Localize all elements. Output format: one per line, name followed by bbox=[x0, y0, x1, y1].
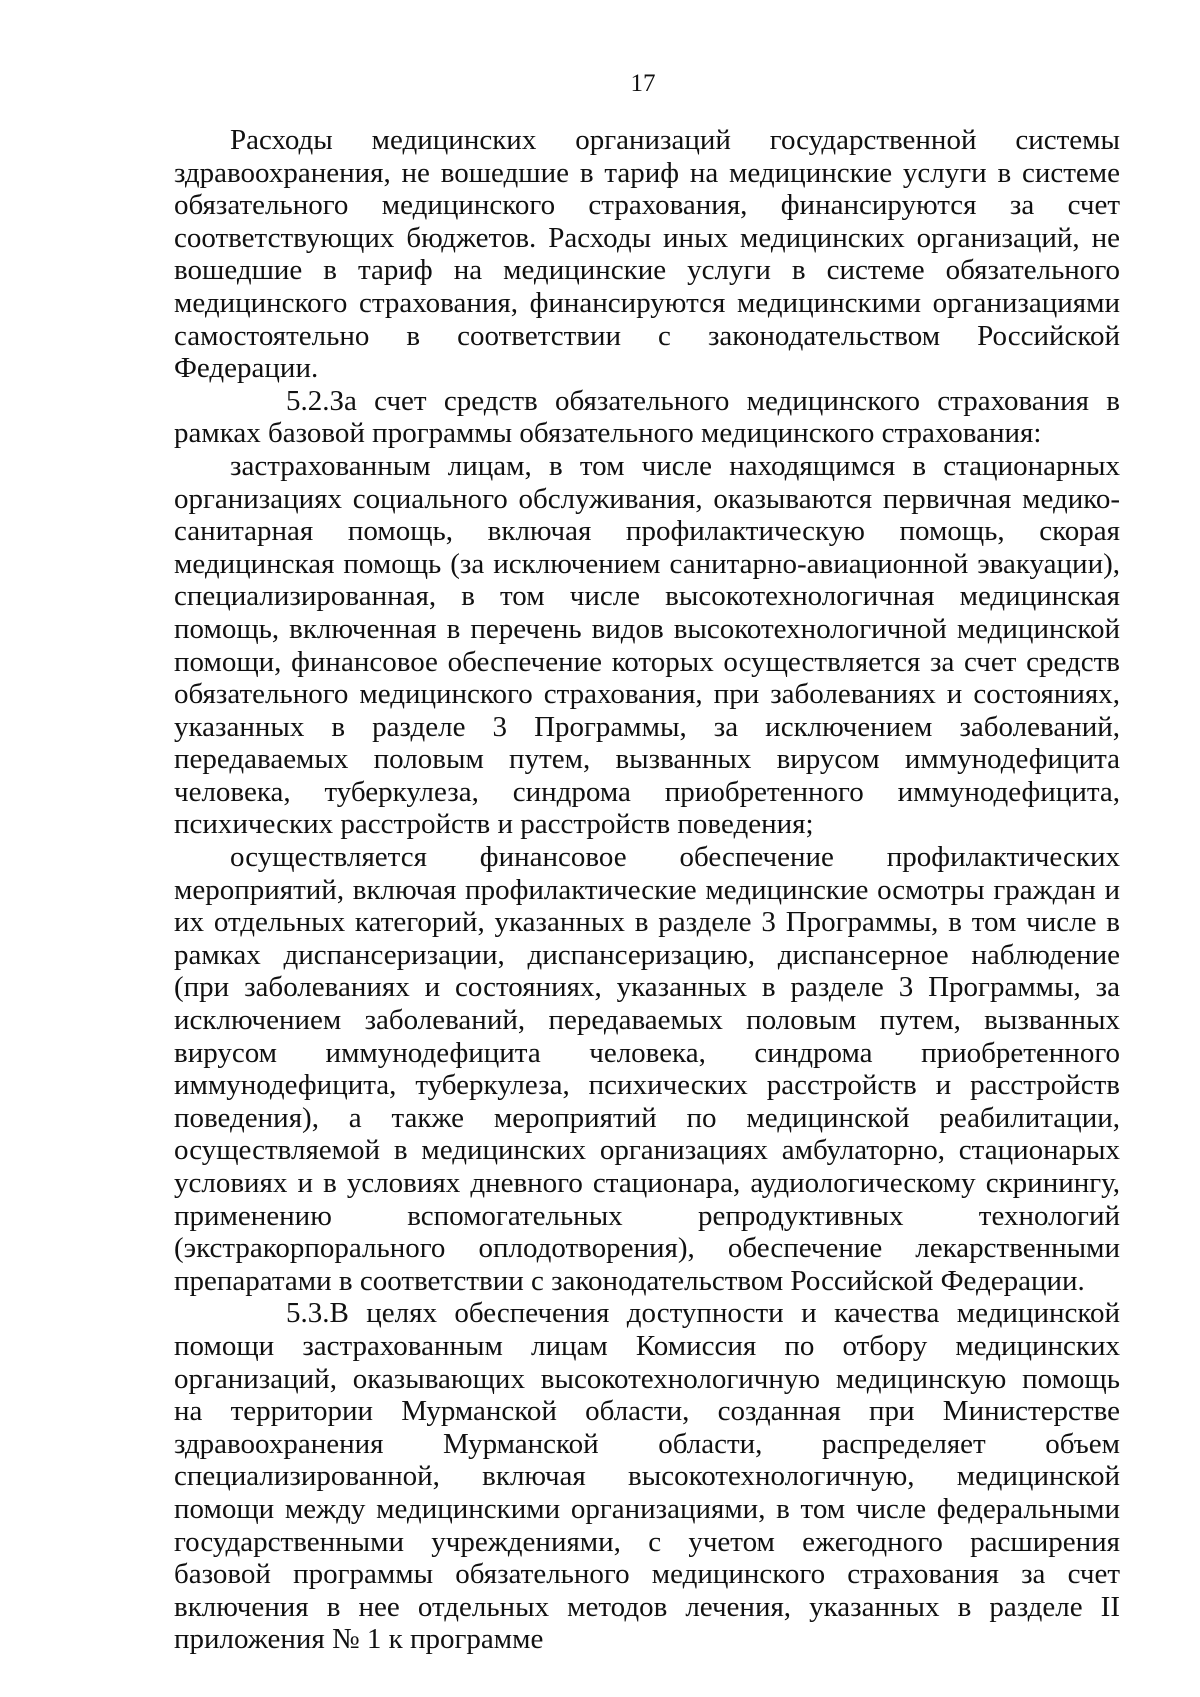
paragraph-section-5-3 bbox=[174, 1297, 1120, 1656]
paragraph-expenses: Расходы медицинских организаций государственной системы здравоохранения, не вошедшие в тариф на медицинские услуги в системе обязательного медицинского страхования, финансируются за счет соответствующих бюджетов. Расходы иных медицинских организаций, не вошедшие в тариф на медицинские услуги в системе обязательного медицинского страхования, финансируются медицинскими организациями самостоятельно в соответствии с законодательством Российской Федерации. bbox=[174, 124, 1120, 385]
section-5-2-text: За счет средств обязательного медицинского страхования в рамках базовой программы обязательного медицинского страхования: bbox=[174, 384, 1120, 450]
paragraph-preventive-measures: осуществляется финансовое обеспечение профилактических мероприятий, включая профилактические медицинские осмотры граждан и их отдельных категорий, указанных в разделе 3 Программы, в том числе в рамках диспансеризации, диспансеризацию, диспансерное наблюдение (при заболеваниях и состояниях, указанных в разделе 3 Программы, за исключением заболеваний, передаваемых половым путем, вызванных вирусом иммунодефицита человека, синдрома приобретенного иммунодефицита, туберкулеза, психических расстройств и расстройств поведения), а также мероприятий по медицинской реабилитации, осуществляемой в медицинских организациях амбулаторно, стационарых условиях и в условиях дневного стационара, аудиологическому скринингу, применению вспомогательных репродуктивных технологий (экстракорпорального оплодотворения), обеспечение лекарственными препаратами в соответствии с законодательством Российской Федерации. bbox=[174, 841, 1120, 1297]
page-number: 17 bbox=[630, 70, 656, 97]
paragraph-section-5-2 bbox=[174, 385, 1120, 450]
section-number-5-3: 5.3. bbox=[286, 1297, 330, 1330]
document-body bbox=[174, 124, 1120, 1656]
section-5-3-text: В целях обеспечения доступности и качества медицинской помощи застрахованным лицам Комиссия по отбору медицинских организаций, оказывающих высокотехнологичную медицинскую помощь на территории Мурманской области, созданная при Министерстве здравоохранения Мурманской области, распределяет объем специализированной, включая высокотехнологичную, медицинской помощи между медицинскими организациями, в том числе федеральными государственными учреждениями, с учетом ежегодного расширения базовой программы обязательного медицинского страхования за счет включения в нее отдельных методов лечения, указанных в разделе II приложения № 1 к программе bbox=[174, 1297, 1120, 1656]
section-number-5-2: 5.2. bbox=[286, 384, 330, 417]
paragraph-insured-persons: застрахованным лицам, в том числе находящимся в стационарных организациях социального обслуживания, оказываются первичная медико-санитарная помощь, включая профилактическую помощь, скорая медицинская помощь (за исключением санитарно-авиационной эвакуации), специализированная, в том числе высокотехнологичная медицинская помощь, включенная в перечень видов высокотехнологичной медицинской помощи, финансовое обеспечение которых осуществляется за счет средств обязательного медицинского страхования, при заболеваниях и состояниях, указанных в разделе 3 Программы, за исключением заболеваний, передаваемых половым путем, вызванных вирусом иммунодефицита человека, туберкулеза, синдрома приобретенного иммунодефицита, психических расстройств и расстройств поведения; bbox=[174, 449, 1120, 841]
